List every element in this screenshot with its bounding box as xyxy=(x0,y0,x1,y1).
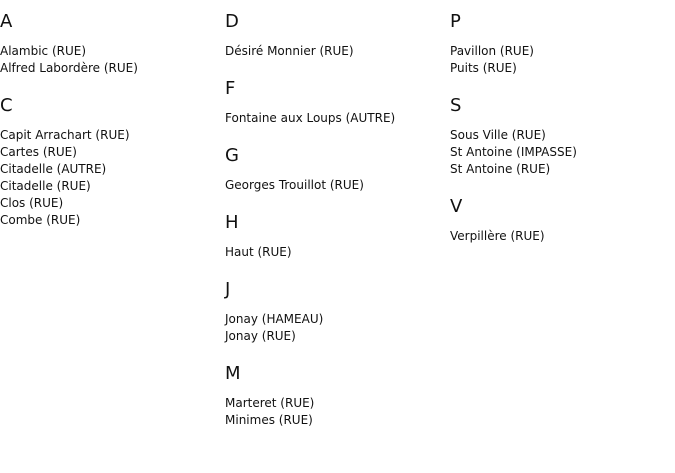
street-link[interactable]: Désiré Monnier (RUE) xyxy=(225,44,354,58)
index-column-2 xyxy=(225,10,445,429)
letter-group xyxy=(225,362,445,429)
street-list xyxy=(225,395,445,429)
street-link[interactable]: Marteret (RUE) xyxy=(225,396,315,410)
street-link[interactable]: Verpillère (RUE) xyxy=(450,229,545,243)
street-link[interactable]: Alambic (RUE) xyxy=(0,44,87,58)
letter-heading: J xyxy=(225,279,231,300)
street-link[interactable]: Combe (RUE) xyxy=(0,213,81,227)
street-link[interactable]: Georges Trouillot (RUE) xyxy=(225,178,364,192)
letter-group xyxy=(225,10,445,60)
street-link[interactable]: Puits (RUE) xyxy=(450,61,517,75)
letter-heading: F xyxy=(225,78,236,99)
letter-group xyxy=(225,278,445,345)
letter-heading: C xyxy=(0,95,13,116)
group-spacer xyxy=(450,77,670,94)
street-list xyxy=(225,43,445,60)
letter-heading: M xyxy=(225,363,241,384)
street-link[interactable]: Citadelle (AUTRE) xyxy=(0,162,107,176)
letter-group xyxy=(225,77,445,127)
street-link[interactable]: Citadelle (RUE) xyxy=(0,179,91,193)
street-list xyxy=(225,110,445,127)
letter-group xyxy=(450,195,670,245)
letter-heading: H xyxy=(225,212,239,233)
group-spacer xyxy=(225,60,445,77)
street-list xyxy=(0,43,220,77)
group-spacer xyxy=(450,178,670,195)
street-list xyxy=(450,228,670,245)
letter-heading: V xyxy=(450,196,463,217)
letter-group xyxy=(450,10,670,77)
street-link[interactable]: St Antoine (IMPASSE) xyxy=(450,145,577,159)
street-link[interactable]: Fontaine aux Loups (AUTRE) xyxy=(225,111,396,125)
letter-group xyxy=(450,94,670,178)
street-list xyxy=(450,127,670,178)
group-spacer xyxy=(225,127,445,144)
street-link[interactable]: Capit Arrachart (RUE) xyxy=(0,128,130,142)
street-list xyxy=(0,127,220,229)
street-link[interactable]: St Antoine (RUE) xyxy=(450,162,551,176)
street-link[interactable]: Minimes (RUE) xyxy=(225,413,313,427)
street-list xyxy=(225,311,445,345)
letter-group xyxy=(225,211,445,261)
index-column-3 xyxy=(450,10,670,245)
street-list xyxy=(450,43,670,77)
letter-heading: P xyxy=(450,11,461,32)
index-column-1 xyxy=(0,10,220,229)
street-list xyxy=(225,177,445,194)
street-link[interactable]: Clos (RUE) xyxy=(0,196,64,210)
letter-heading: G xyxy=(225,145,239,166)
street-link[interactable]: Sous Ville (RUE) xyxy=(450,128,546,142)
street-link[interactable]: Haut (RUE) xyxy=(225,245,292,259)
street-link[interactable]: Pavillon (RUE) xyxy=(450,44,534,58)
letter-group xyxy=(225,144,445,194)
letter-heading: A xyxy=(0,11,13,32)
group-spacer xyxy=(225,194,445,211)
group-spacer xyxy=(225,261,445,278)
street-link[interactable]: Cartes (RUE) xyxy=(0,145,77,159)
group-spacer xyxy=(0,77,220,94)
group-spacer xyxy=(225,345,445,362)
street-link[interactable]: Alfred Labordère (RUE) xyxy=(0,61,138,75)
letter-group xyxy=(0,94,220,229)
letter-heading: S xyxy=(450,95,462,116)
letter-heading: D xyxy=(225,11,239,32)
street-link[interactable]: Jonay (RUE) xyxy=(225,329,296,343)
street-list xyxy=(225,244,445,261)
letter-group xyxy=(0,10,220,77)
street-link[interactable]: Jonay (HAMEAU) xyxy=(225,312,324,326)
